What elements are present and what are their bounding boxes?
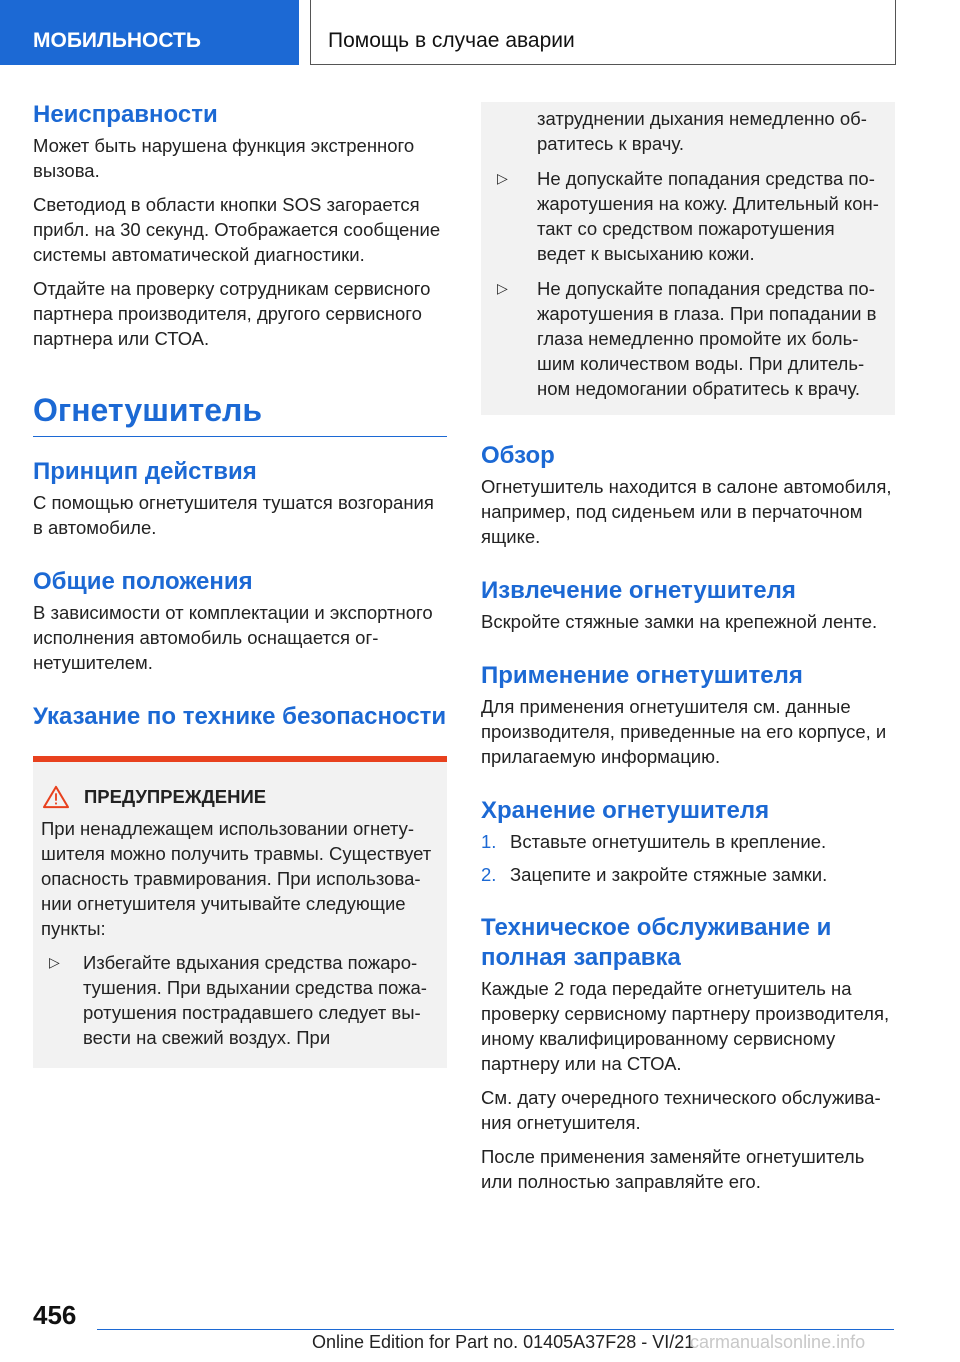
step-number: 1. xyxy=(481,831,497,852)
list-item-text: Избегайте вдыхания средства пожаротушения. При вдыхании средства пожаротушения пострадавшего следует вывести на свежий воздух. При xyxy=(83,952,427,1048)
paragraph: Каждые 2 года передайте огнетушитель на проверку сервисному партнеру производителя, иному квалифицированному сервисному партнеру или на СТОА. xyxy=(481,978,890,1074)
warning-title-text: ПРЕДУПРЕЖДЕНИЕ xyxy=(84,786,267,807)
step-number: 2. xyxy=(481,864,497,885)
warning-title xyxy=(41,784,437,810)
page-number: 456 xyxy=(33,1300,77,1330)
list-item xyxy=(493,276,883,401)
step-text: Зацепите и закройте стяжные замки. xyxy=(510,864,828,885)
list-item-text: затруднении дыхания немедленно обратитесь к врачу. xyxy=(537,108,867,154)
paragraph: Вскройте стяжные замки на крепежной ленте. xyxy=(481,611,878,632)
heading-principle: Принцип действия xyxy=(33,458,257,485)
watermark: carmanualsonline.info xyxy=(690,1332,866,1352)
heading-malfunction: Неисправности xyxy=(33,101,218,128)
paragraph: См. дату очередного технического обслуживания огнетушителя. xyxy=(481,1087,881,1133)
step-text: Вставьте огнетушитель в крепление. xyxy=(510,831,827,852)
warning-box-continued xyxy=(481,102,895,415)
left-column xyxy=(33,100,447,1068)
bullet-arrow-icon: ▷ xyxy=(497,170,508,186)
warning-triangle-icon xyxy=(41,785,71,809)
paragraph: После применения заменяйте огнетушитель или полностью заправляйте его. xyxy=(481,1146,865,1192)
header-chapter-title: Помощь в случае аварии xyxy=(310,0,896,65)
header-section-tab: МОБИЛЬНОСТЬ xyxy=(0,0,299,65)
bullet-arrow-icon: ▷ xyxy=(49,954,60,970)
heading-service: Техническое обслуживание и полная заправка xyxy=(481,914,832,971)
list-item xyxy=(493,166,883,266)
heading-rule xyxy=(33,436,447,437)
heading-safety: Указание по технике безопасности xyxy=(33,703,447,730)
paragraph: Может быть нарушена функция экстренного вызова. xyxy=(33,135,415,181)
right-column xyxy=(481,102,895,1203)
paragraph: В зависимости от комплектации и экспортного исполнения автомобиль оснащается огнетушителем. xyxy=(33,602,433,673)
heading-storage: Хранение огнетушителя xyxy=(481,797,770,824)
heading-general: Общие положения xyxy=(33,568,253,595)
paragraph: Светодиод в области кнопки SOS загорается прибл. на 30 секунд. Отображается сообщение системы автоматической диагностики. xyxy=(33,194,441,265)
heading-extinguisher: Огнетушитель xyxy=(33,392,262,428)
heading-use: Применение огнетушителя xyxy=(481,662,803,689)
heading-overview: Обзор xyxy=(481,442,555,469)
warning-box xyxy=(33,756,447,1068)
bullet-arrow-icon: ▷ xyxy=(497,280,508,296)
numbered-step xyxy=(481,862,895,887)
paragraph: Отдайте на проверку сотрудникам сервисного партнера производителя, другого сервисного партнера или СТОА. xyxy=(33,278,431,349)
paragraph: Огнетушитель находится в салоне автомобиля, например, под сиденьем или в перчаточном ящике. xyxy=(481,476,892,547)
list-item-text: Не допускайте попадания средства пожаротушения на кожу. Длительный контакт со средством пожаротушения ведет к высыханию кожи. xyxy=(537,168,879,264)
paragraph: С помощью огнетушителя тушатся возгорания в автомобиле. xyxy=(33,492,434,538)
list-item-text: Не допускайте попадания средства пожаротушения в глаза. При попадании в глаза немедленно промойте их большим количеством воды. При длительном недомогании обратитесь к врачу. xyxy=(537,278,877,399)
footer-rule xyxy=(97,1329,894,1330)
numbered-step xyxy=(481,829,895,854)
warning-text: При ненадлежащем использовании огнетушителя можно получить травмы. Существует опасность травмирования. При использовании огнетушителя учитывайте следующие пункты: xyxy=(41,818,432,939)
list-item xyxy=(41,950,437,1050)
paragraph: Для применения огнетушителя см. данные производителя, приведенные на его корпусе, и прилагаемую информацию. xyxy=(481,696,887,767)
footer-edition: Online Edition for Part no. 01405A37F28 - VI/21 xyxy=(312,1332,695,1352)
heading-removal: Извлечение огнетушителя xyxy=(481,577,796,604)
list-item xyxy=(493,106,883,156)
